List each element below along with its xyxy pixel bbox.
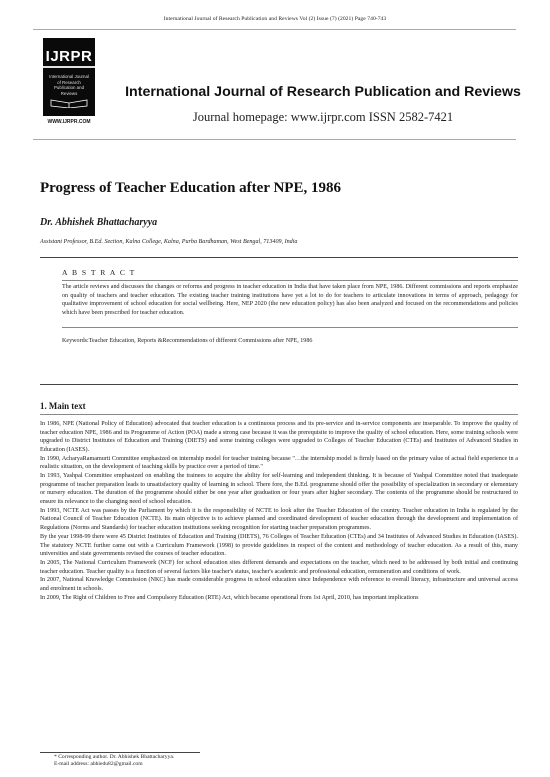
journal-title: International Journal of Research Publication and Reviews: [125, 84, 521, 100]
paragraph: In 1986, NPE (National Policy of Education) advocated that teacher education is a continuous process and its pre-service and in-service components are inseparable. To improve the quality of teacher education NPE, 1986 and its Programme of Action (POA) made a strong case because it was the prerequisite to improve the quality of school education. Here, some training schools were upgraded to District Institutes of Education and Training (DIETS) and some training colleges were upgraded to Colleges of Teacher Education (CTEs) and Institutes of Advanced Studies in Education (IASES).: [40, 421, 518, 453]
abstract-bottom-rule: [40, 384, 518, 385]
keywords-top-rule: [62, 327, 518, 328]
journal-banner: [33, 29, 521, 140]
section-rule: [40, 414, 518, 415]
author-affiliation: Assistant Professor, B.Ed. Section, Kalna College, Kalna, Purba Bardhaman, West Bengal, 713409, India: [40, 239, 298, 245]
author-name: Dr. Abhishek Bhattacharyya: [40, 217, 158, 228]
paragraph: In 2009, The Right of Children to Free and Compulsory Education (RTE) Act, which became operational from 1st April, 2010, has important implications: [40, 594, 419, 601]
section-heading: 1. Main text: [40, 401, 86, 411]
paragraph: In 1993, Yashpal Committee emphasized on enabling the trainees to acquire the ability for self-learning and independent thinking. It is because of Yashpal Committee noted that inadequate programme of teacher preparation leads to unsatisfactory quality of learning in school. There fore, the B.Ed. programme should offer the possibility of specialization in secondary or elementary or nursery education. The duration of the programme should either be one year after graduation or four years after higher secondary. The contents of the programme should be restructured to ensure its relevance to the changing need of school education.: [40, 473, 518, 505]
abstract-heading: A B S T R A C T: [62, 268, 136, 277]
paragraph: In 1993, NCTE Act was passes by the Parliament by which it is the responsibility of NCTE to look after the Teacher Education of the country. Teacher education in India is regulated by the National Council of Teacher Education (NCTE). Its main objective is to achieve planned and coordinated development of teacher education through the development and implementation of Regulations (Norms and Standards) for teacher education institutions seeking recognition for starting teacher preparation programmes.: [40, 507, 518, 532]
main-text: [40, 420, 518, 603]
logo-emblem: [43, 38, 95, 116]
journal-homepage: Journal homepage: www.ijrpr.com ISSN 2582-7421: [192, 110, 454, 124]
paragraph: By the year 1998-99 there were 45 District Institutes of Education and Training (DIETS), 76 Colleges of Teacher Education (CTEs) and 34 Institutes of Advanced Studies in Education (IASES). The statutory NCTE further came out with a Curriculum Framework (1998) to provide guidelines in respect of the content and methodology of teacher education. As a result of this, many universities and state governments revised the courses of teacher education.: [40, 533, 518, 558]
paper-title: Progress of Teacher Education after NPE, 1986: [40, 180, 341, 196]
logo-divider: [43, 66, 95, 68]
keywords: Keywords:Teacher Education, Reports &Recommendations of different Commissions after NPE, 1986: [62, 338, 313, 344]
paragraph: In 1990, AcharyaRamamurti Committee emphasized on internship model for teacher training because "…the internship model is firmly based on the primary value of actual field experience in a realistic situation, on the development of teaching skills by practice over a period of time.": [40, 455, 518, 471]
abstract-text: The article reviews and discusses the changes or reforms and progress in teacher education in India that have taken place from NPE, 1986. Different commissions and reports emphasize on quality of teachers and teacher education. The existing teacher training institutions have yet a lot to do for teachers to articulate innovations in terms of approach, pedagogy for qualitative improvement of school education for social wellbeing. Here, NEP 2020 (the new education policy) has also been analyzed and focused on the recommendations and policies which have been prescribed for teacher education.: [62, 284, 518, 317]
paragraph: In 2005, The National Curriculum Framework (NCF) for school education sites different demands and expectations on the teacher, which need to be addressed by both initial and continuing teacher education. Teacher quality is a function of several factors like teacher's status, teacher's academic and professional education, remuneration and conditions of work.: [40, 559, 518, 575]
author-email: E-mail address: abhiedu82@gmail.com: [54, 761, 143, 768]
footnote-rule: [40, 752, 200, 753]
logo-url: WWW.IJRPR.COM: [47, 119, 91, 125]
journal-logo: [43, 38, 95, 128]
abstract-top-rule: [40, 257, 518, 258]
running-header: International Journal of Research Publication and Reviews Vol (2) Issue (7) (2021) Page 740-743: [163, 16, 387, 22]
logo-tagline: International Journal of Research Publication and Reviews: [49, 74, 89, 96]
paragraph: In 2007, National Knowledge Commission (NKC) has made considerable progress in school education since Independence with reference to overall literacy, infrastructure and universal access and enrolment in schools.: [40, 577, 518, 593]
logo-mark: IJRPR: [45, 48, 93, 65]
abstract-heading-rule: [62, 280, 518, 281]
corresponding-author-note: * Corresponding author. Dr. Abhishek Bhattacharyya.: [54, 754, 175, 760]
book-icon: [43, 98, 95, 108]
footnote: [54, 754, 174, 768]
